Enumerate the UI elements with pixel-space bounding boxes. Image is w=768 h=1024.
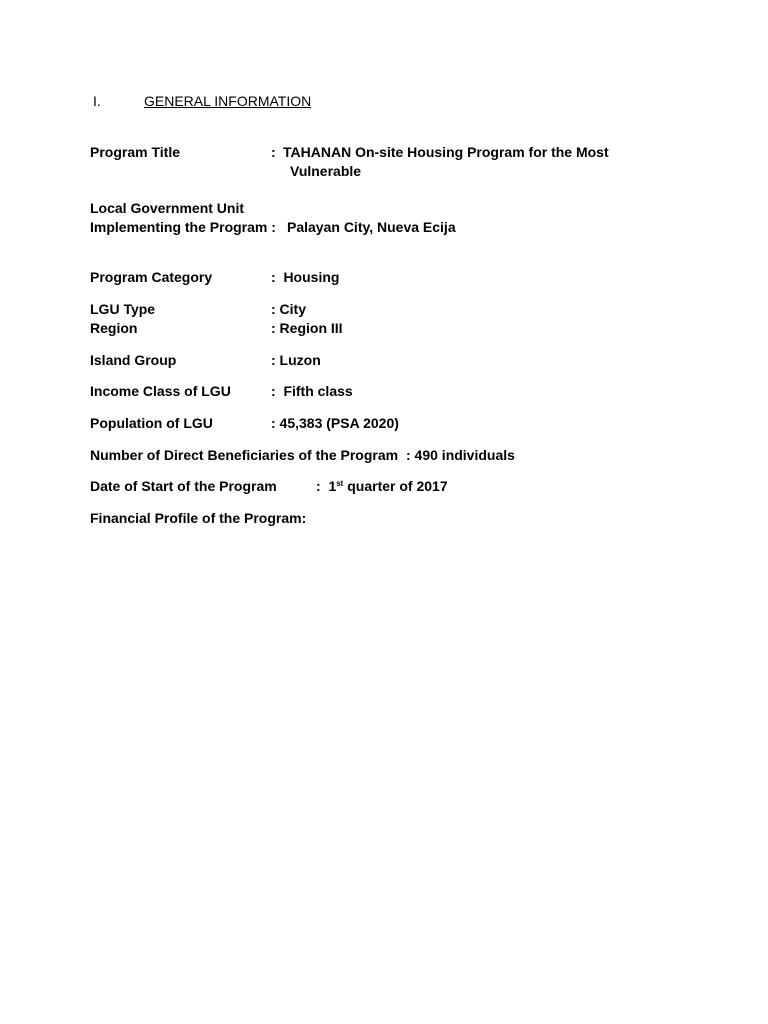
beneficiaries-label: Number of Direct Beneficiaries of the Program (90, 447, 399, 463)
lgu-label-line1: Local Government Unit (90, 200, 245, 216)
program-title-value-line2: Vulnerable (290, 163, 362, 179)
program-title-value-line1: TAHANAN On-site Housing Program for the Most (283, 144, 609, 160)
program-title-label: Program Title (90, 144, 180, 160)
lgu-type-value: : City (271, 301, 306, 317)
program-title-separator: : (271, 144, 276, 160)
population-label: Population of LGU (90, 415, 213, 431)
income-class-value: : Fifth class (271, 383, 353, 399)
income-class-label: Income Class of LGU (90, 383, 231, 399)
section-number: I. (93, 93, 101, 109)
date-start-ordinal: st (336, 479, 344, 488)
date-start-label: Date of Start of the Program (90, 478, 277, 494)
lgu-value: Palayan City, Nueva Ecija (287, 219, 456, 235)
date-start-suffix: quarter of 2017 (343, 478, 448, 494)
program-category-value: : Housing (271, 269, 340, 285)
lgu-label-line2: Implementing the Program : (90, 219, 276, 235)
date-start-prefix: : 1 (316, 478, 337, 494)
island-group-value: : Luzon (271, 352, 321, 368)
population-value: : 45,383 (PSA 2020) (271, 415, 399, 431)
region-value: : Region III (271, 320, 343, 336)
date-start-value (316, 478, 448, 494)
program-category-label: Program Category (90, 269, 213, 285)
section-title: GENERAL INFORMATION (144, 93, 312, 109)
financial-profile-label: Financial Profile of the Program: (90, 510, 307, 526)
beneficiaries-value: : 490 individuals (406, 447, 515, 463)
region-label: Region (90, 320, 138, 336)
lgu-type-label: LGU Type (90, 301, 156, 317)
island-group-label: Island Group (90, 352, 177, 368)
